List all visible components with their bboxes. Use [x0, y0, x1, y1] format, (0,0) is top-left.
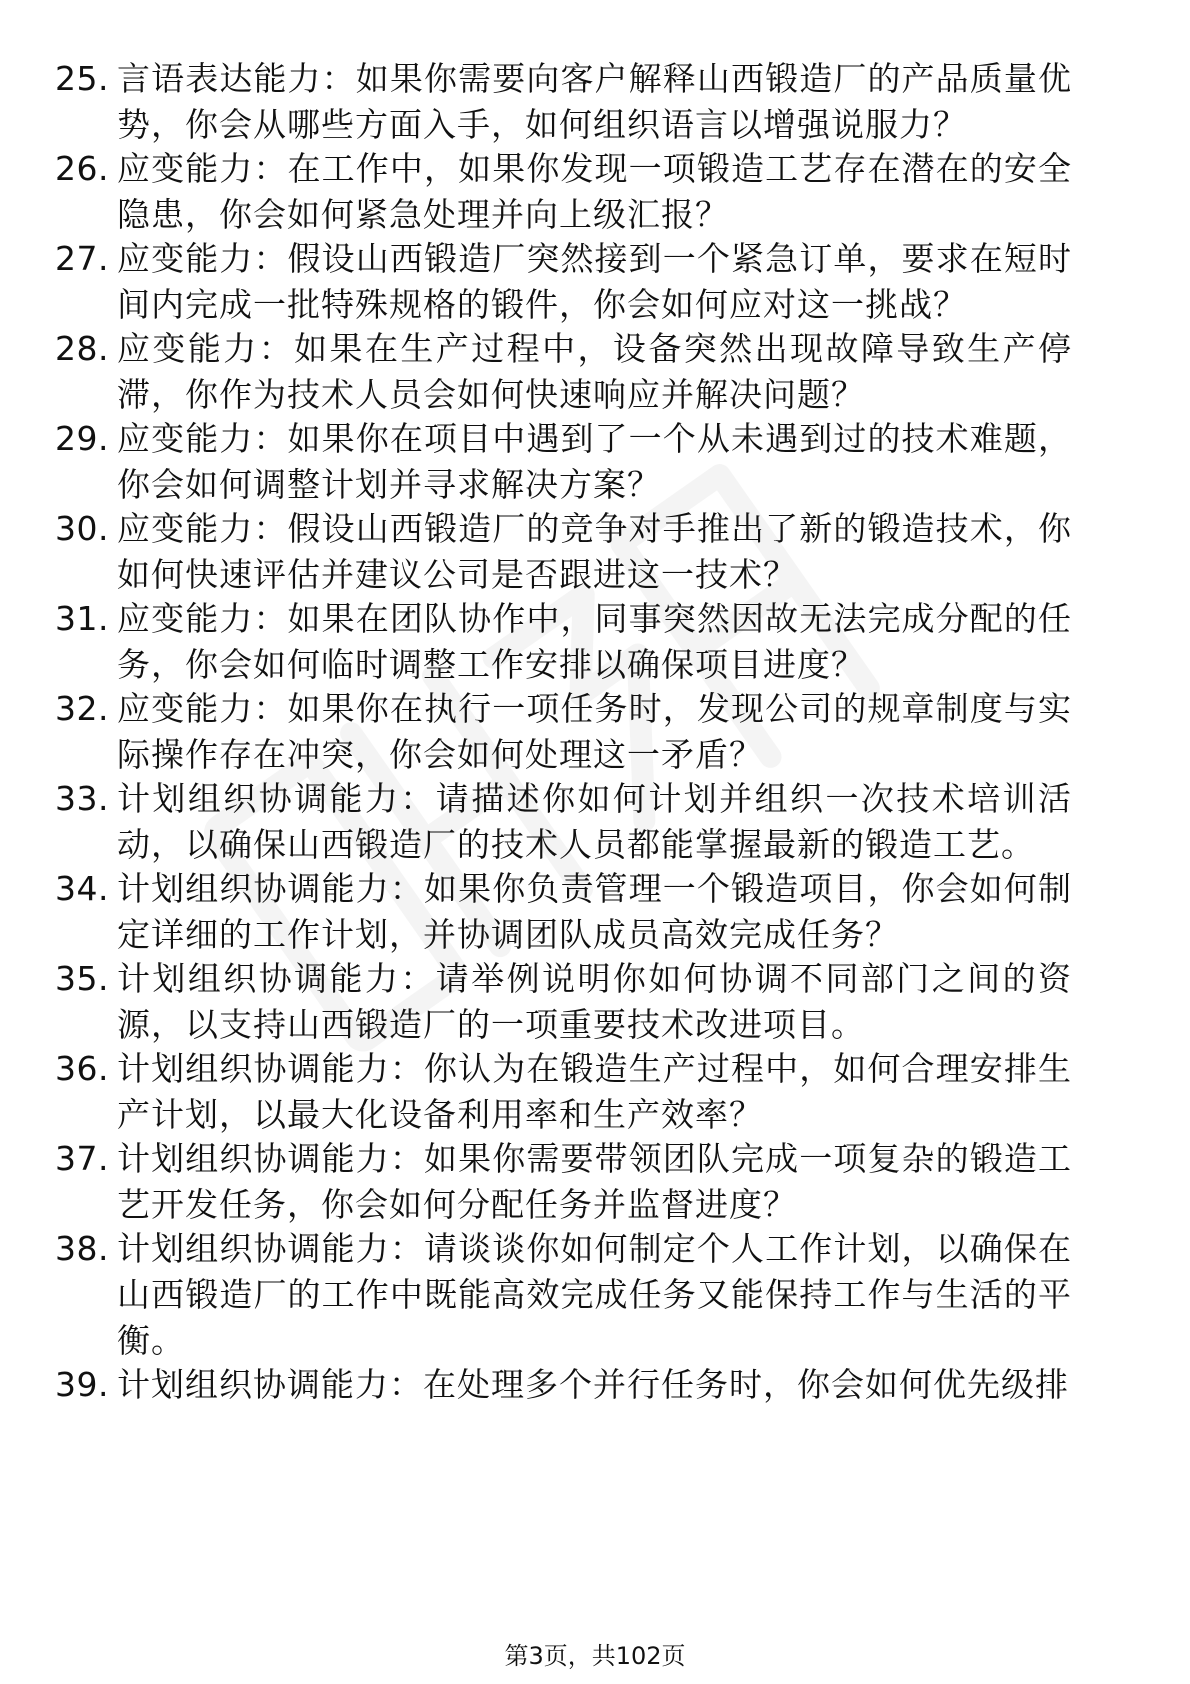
question-text: 计划组织协调能力：如果你负责管理一个锻造项目，你会如何制定详细的工作计划，并协调团队成员高效完成任务？: [117, 869, 1072, 954]
question-text: 应变能力：在工作中，如果你发现一项锻造工艺存在潜在的安全隐患，你会如何紧急处理并向上级汇报？: [117, 149, 1072, 234]
question-number: 27.: [55, 239, 109, 278]
question-text: 应变能力：如果你在项目中遇到了一个从未遇到过的技术难题，你会如何调整计划并寻求解决方案？: [117, 419, 1072, 504]
question-number: 31.: [55, 599, 109, 638]
question-item: [0, 146, 1190, 236]
question-number: 39.: [55, 1365, 109, 1404]
question-text: 应变能力：如果你在执行一项任务时，发现公司的规章制度与实际操作存在冲突，你会如何处理这一矛盾？: [117, 689, 1072, 774]
question-item: [0, 56, 1190, 146]
question-item: [0, 776, 1190, 866]
question-number: 29.: [55, 419, 109, 458]
question-item: [0, 956, 1190, 1046]
question-number: 32.: [55, 689, 109, 728]
page-footer: 第3页，共102页: [504, 1642, 686, 1670]
question-item: [0, 686, 1190, 776]
question-item: [0, 326, 1190, 416]
question-text: 计划组织协调能力：如果你需要带领团队完成一项复杂的锻造工艺开发任务，你会如何分配任务并监督进度？: [117, 1139, 1072, 1224]
question-number: 25.: [55, 59, 109, 98]
question-number: 38.: [55, 1229, 109, 1268]
question-item: [0, 596, 1190, 686]
question-number: 35.: [55, 959, 109, 998]
question-number: 36.: [55, 1049, 109, 1088]
question-text: 应变能力：假设山西锻造厂突然接到一个紧急订单，要求在短时间内完成一批特殊规格的锻件，你会如何应对这一挑战？: [117, 239, 1072, 324]
question-item: [0, 236, 1190, 326]
question-text: 应变能力：如果在生产过程中，设备突然出现故障导致生产停滞，你作为技术人员会如何快速响应并解决问题？: [117, 329, 1072, 414]
question-item: [0, 506, 1190, 596]
question-text: 计划组织协调能力：你认为在锻造生产过程中，如何合理安排生产计划，以最大化设备利用率和生产效率？: [117, 1049, 1072, 1134]
question-number: 26.: [55, 149, 109, 188]
question-text: 计划组织协调能力：在处理多个并行任务时，你会如何优先级排: [117, 1365, 1069, 1404]
question-item: [0, 1362, 1190, 1452]
question-item: [0, 1136, 1190, 1226]
question-list: [0, 56, 1190, 1452]
question-number: 34.: [55, 869, 109, 908]
question-text: 计划组织协调能力：请描述你如何计划并组织一次技术培训活动，以确保山西锻造厂的技术人员都能掌握最新的锻造工艺。: [117, 779, 1072, 864]
question-number: 33.: [55, 779, 109, 818]
question-text: 计划组织协调能力：请举例说明你如何协调不同部门之间的资源，以支持山西锻造厂的一项重要技术改进项目。: [117, 959, 1072, 1044]
question-text: 应变能力：假设山西锻造厂的竞争对手推出了新的锻造技术，你如何快速评估并建议公司是否跟进这一技术？: [117, 509, 1072, 594]
question-text: 言语表达能力：如果你需要向客户解释山西锻造厂的产品质量优势，你会从哪些方面入手，如何组织语言以增强说服力？: [117, 59, 1072, 144]
question-item: [0, 1046, 1190, 1136]
question-text: 应变能力：如果在团队协作中，同事突然因故无法完成分配的任务，你会如何临时调整工作安排以确保项目进度？: [117, 599, 1072, 684]
question-number: 30.: [55, 509, 109, 548]
question-item: [0, 1226, 1190, 1362]
question-number: 28.: [55, 329, 109, 368]
question-number: 37.: [55, 1139, 109, 1178]
question-text: 计划组织协调能力：请谈谈你如何制定个人工作计划，以确保在山西锻造厂的工作中既能高效完成任务又能保持工作与生活的平衡。: [117, 1229, 1072, 1360]
question-item: [0, 416, 1190, 506]
question-item: [0, 866, 1190, 956]
